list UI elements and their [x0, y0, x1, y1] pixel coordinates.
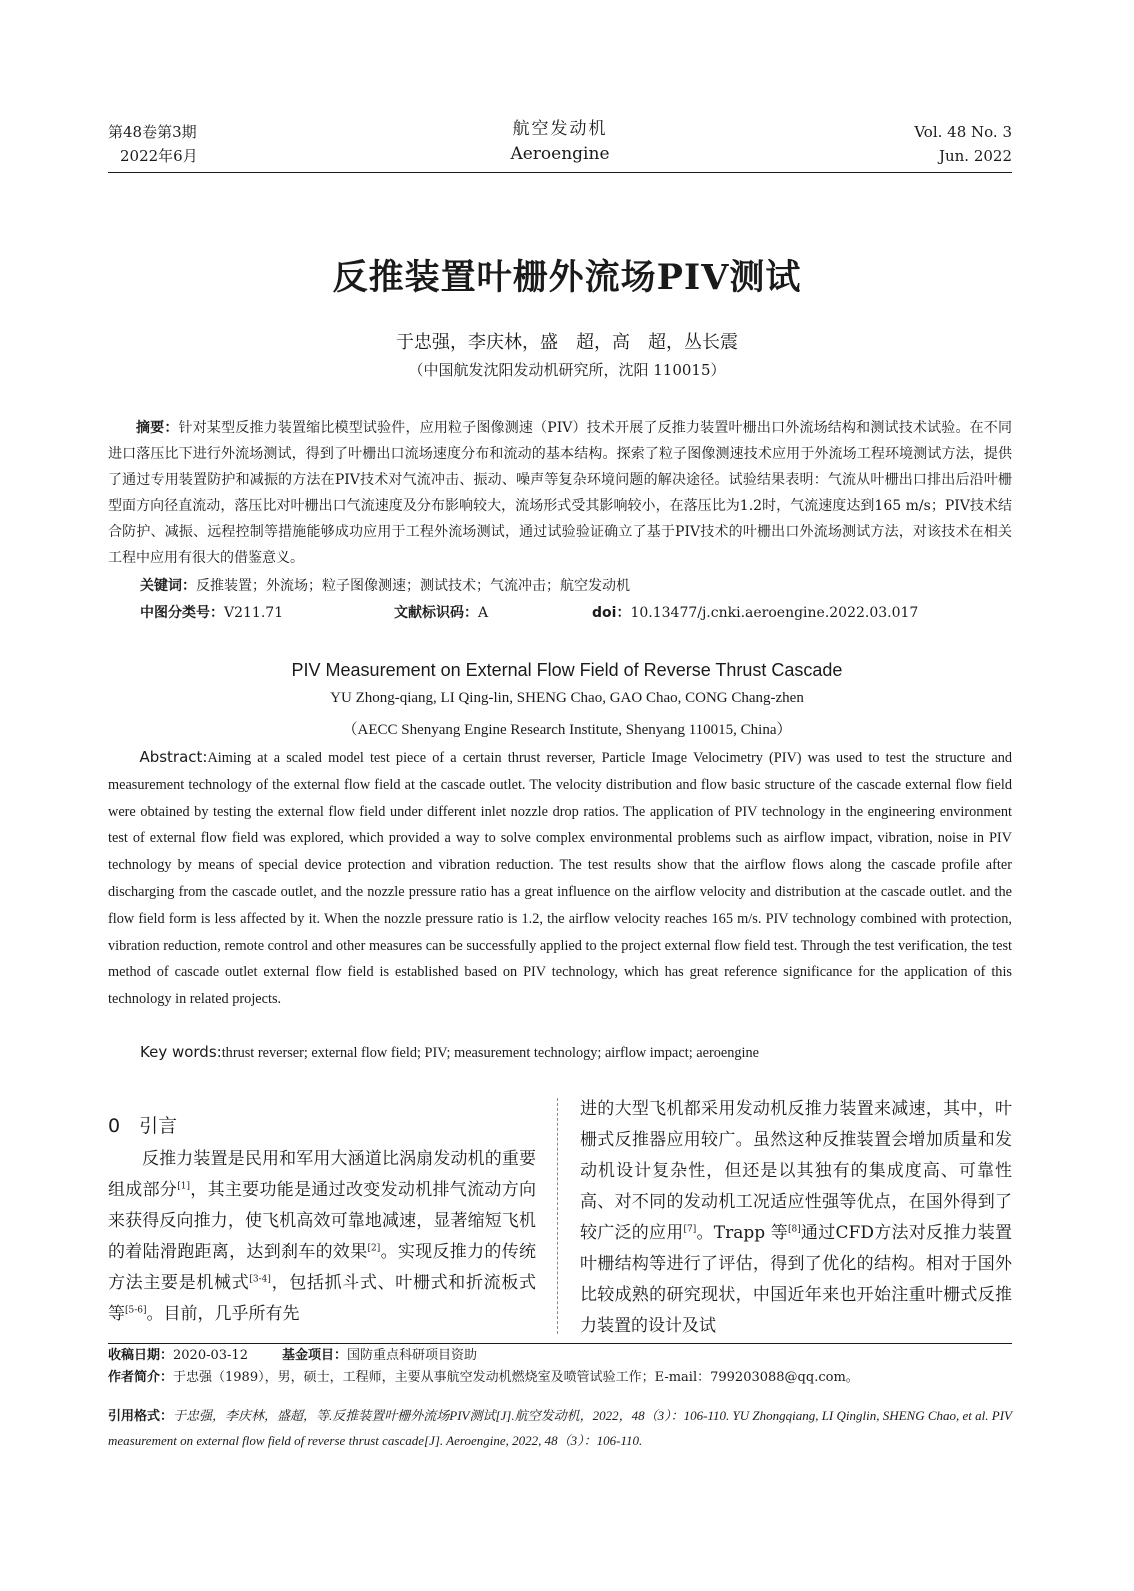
keywords-cn: [140, 574, 630, 598]
abstract-en-text: Aiming at a scaled model test piece of a certain thrust reverser, Particle Image Velocimetry (PIV) was used to test the structure and measurement technology of the external flow field at the cascade outlet. The velocity distribution and flow basic structure of the cascade external flow field were obtained by testing the external flow field under different inlet nozzle drop ratios. The application of PIV technology in the engineering environment test of external flow field was explored, which provided a way to solve complex environmental problems such as airflow impact, vibration, noise in PIV technology by means of special device protection and vibration reduction. The test results show that the airflow flows along the cascade profile after discharging from the cascade outlet, and the nozzle pressure ratio has a great influence on the airflow velocity and distribution at the cascade outlet. and the flow field form is less affected by it. When the nozzle pressure ratio is 1.2, the airflow velocity reaches 165 m/s. PIV technology combined with protection, vibration reduction, remote control and other measures can be successfully applied to the project external flow field test. Through the test verification, the test method of cascade outlet external flow field is established based on PIV technology, which has great reference significance for the application of this technology in related projects.: [108, 750, 1012, 1008]
authors-cn: 于忠强，李庆林，盛 超，高 超，丛长震: [396, 332, 738, 353]
keywords-cn-label: 关键词：: [140, 578, 196, 594]
citation-ref[interactable]: [5-6]: [125, 1305, 147, 1316]
clc-code: [140, 601, 283, 625]
abstract-en: [108, 744, 1012, 1013]
intro-text-6: 进的大型飞机都采用发动机反推力装置来减速，其中，叶栅式反推器应用较广。虽然这种反推装置会增加质量和发动机设计复杂性，但还是以其独有的集成度高、可靠性高、对不同的发动机工况适应性强等优点，在国外得到了较广泛的应用: [580, 1099, 1012, 1243]
volume-issue: 第48卷第3期: [108, 123, 197, 141]
affiliation-en: （AECC Shenyang Engine Research Institute, Shenyang 110015, China）: [342, 722, 792, 738]
citation-text: 于忠强，李庆林，盛超，等.反推装置叶栅外流场PIV测试[J].航空发动机，2022，48（3）：106-110. YU Zhongqiang, LI Qinglin, SHENG Chao, et al. PIV measurement on external flow field of reverse thrust cascade[J]. Aeroengine, 2022, 48（3）：106-110.: [108, 1408, 1012, 1448]
received-value: 2020-03-12: [173, 1348, 248, 1363]
clc-value: V211.71: [224, 605, 284, 621]
column-divider: [557, 1098, 558, 1334]
classification-row: [140, 601, 1012, 625]
doi-value[interactable]: 10.13477/j.cnki.aeroengine.2022.03.017: [630, 605, 919, 621]
citation-ref[interactable]: [7]: [683, 1224, 697, 1235]
intro-text-3: 。实现反推力的传统方法主要是机械式: [108, 1242, 536, 1293]
keywords-cn-text: 反推装置；外流场；粒子图像测速；测试技术；气流冲击；航空发动机: [196, 578, 630, 594]
authors-en: YU Zhong-qiang, LI Qing-lin, SHENG Chao, GAO Chao, CONG Chang-zhen: [330, 690, 804, 706]
footnote-dates-fund: [108, 1345, 1012, 1367]
intro-text-2: ，其主要功能是通过改变发动机排气流动方向来获得反向推力，使飞机高效可靠地减速，显著缩短飞机的着陆滑跑距离，达到刹车的效果: [108, 1180, 537, 1262]
intro-text-8: 通过CFD方法对反推力装置叶栅结构等进行了评估，得到了优化的结构。相对于国外比较成熟的研究现状，中国近年来也开始注重叶栅式反推力装置的设计及试: [580, 1223, 1012, 1336]
affiliation-cn: （中国航发沈阳发动机研究所，沈阳 110015）: [408, 361, 726, 379]
abstract-cn-label: 摘要：: [136, 420, 179, 436]
article-title-en: PIV Measurement on External Flow Field of Reverse Thrust Cascade: [291, 660, 843, 680]
volume-issue-en: Vol. 48 No. 3: [914, 123, 1012, 141]
abstract-en-label: Abstract:: [139, 748, 208, 766]
clc-label: 中图分类号：: [140, 605, 224, 621]
journal-name-en: Aeroengine: [510, 144, 610, 164]
citation-format: [108, 1404, 1012, 1453]
journal-name-cn: 航空发动机: [512, 119, 608, 139]
citation-ref[interactable]: [1]: [177, 1181, 190, 1192]
keywords-en-label: Key words:: [140, 1043, 222, 1061]
article-title-cn: 反推装置叶栅外流场PIV测试: [332, 257, 802, 298]
footnote-author-bio: [108, 1367, 1012, 1389]
doi: [592, 601, 918, 625]
received-label: 收稿日期：: [108, 1348, 174, 1363]
running-header: [108, 116, 1012, 170]
issue-info-en: [914, 120, 1012, 168]
intro-text-7: 。Trapp 等: [696, 1223, 789, 1243]
citation-ref[interactable]: [2]: [367, 1243, 381, 1254]
intro-paragraph-left: [108, 1144, 536, 1330]
fund-value: 国防重点科研项目资助: [346, 1348, 477, 1363]
bio-label: 作者简介：: [108, 1370, 174, 1385]
citation-ref[interactable]: [8]: [788, 1224, 801, 1235]
body-column-left: [108, 1108, 536, 1330]
doi-label: doi：: [592, 605, 631, 621]
footnote-rule: [108, 1343, 1012, 1344]
issue-date-en: Jun. 2022: [938, 147, 1012, 165]
intro-text-1: 反推力装置是民用和军用大涵道比涡扇发动机的重要组成部分: [108, 1149, 536, 1200]
body-column-right: [580, 1094, 1012, 1342]
doc-label: 文献标识码：: [394, 605, 478, 621]
citation-label: 引用格式：: [108, 1409, 174, 1424]
header-rule: [108, 172, 1012, 173]
abstract-cn: [108, 415, 1012, 571]
bio-value: 于忠强（1989），男，硕士，工程师，主要从事航空发动机燃烧室及喷管试验工作；E-mail：799203088@qq.com。: [173, 1370, 859, 1385]
keywords-en-text: thrust reverser; external flow field; PIV; measurement technology; airflow impact; aeroengine: [221, 1045, 759, 1061]
section-heading-intro: 0 引言: [108, 1115, 178, 1137]
abstract-cn-text: 针对某型反推力装置缩比模型试验件，应用粒子图像测速（PIV）技术开展了反推力装置叶栅出口外流场结构和测试技术试验。在不同进口落压比下进行外流场测试，得到了叶栅出口流场速度分布和流动的基本结构。探索了粒子图像测速技术应用于外流场工程环境测试方法，提供了通过专用装置防护和减振的方法在PIV技术对气流冲击、振动、噪声等复杂环境问题的解决途径。试验结果表明：气流从叶栅出口排出后沿叶栅型面方向径直流动，落压比对叶栅出口气流速度及分布影响较大，流场形式受其影响较小，在落压比为1.2时，气流速度达到165 m/s；PIV技术结合防护、减振、远程控制等措施能够成功应用于工程外流场测试，通过试验验证确立了基于PIV技术的叶栅出口外流场测试方法，对该技术在相关工程中应用有很大的借鉴意义。: [108, 420, 1012, 566]
fund-label: 基金项目：: [281, 1348, 347, 1363]
intro-text-5: 。目前，几乎所有先: [146, 1304, 300, 1324]
citation-ref[interactable]: [3-4]: [249, 1274, 271, 1285]
journal-name: [108, 116, 1012, 166]
doc-value: A: [478, 605, 489, 621]
doc-code: [394, 601, 488, 625]
intro-text-4: ，包括抓斗式、叶栅式和折流板式等: [108, 1273, 537, 1324]
issue-date: 2022年6月: [120, 147, 198, 165]
intro-paragraph-right: [580, 1094, 1012, 1342]
keywords-en: [140, 1040, 759, 1065]
